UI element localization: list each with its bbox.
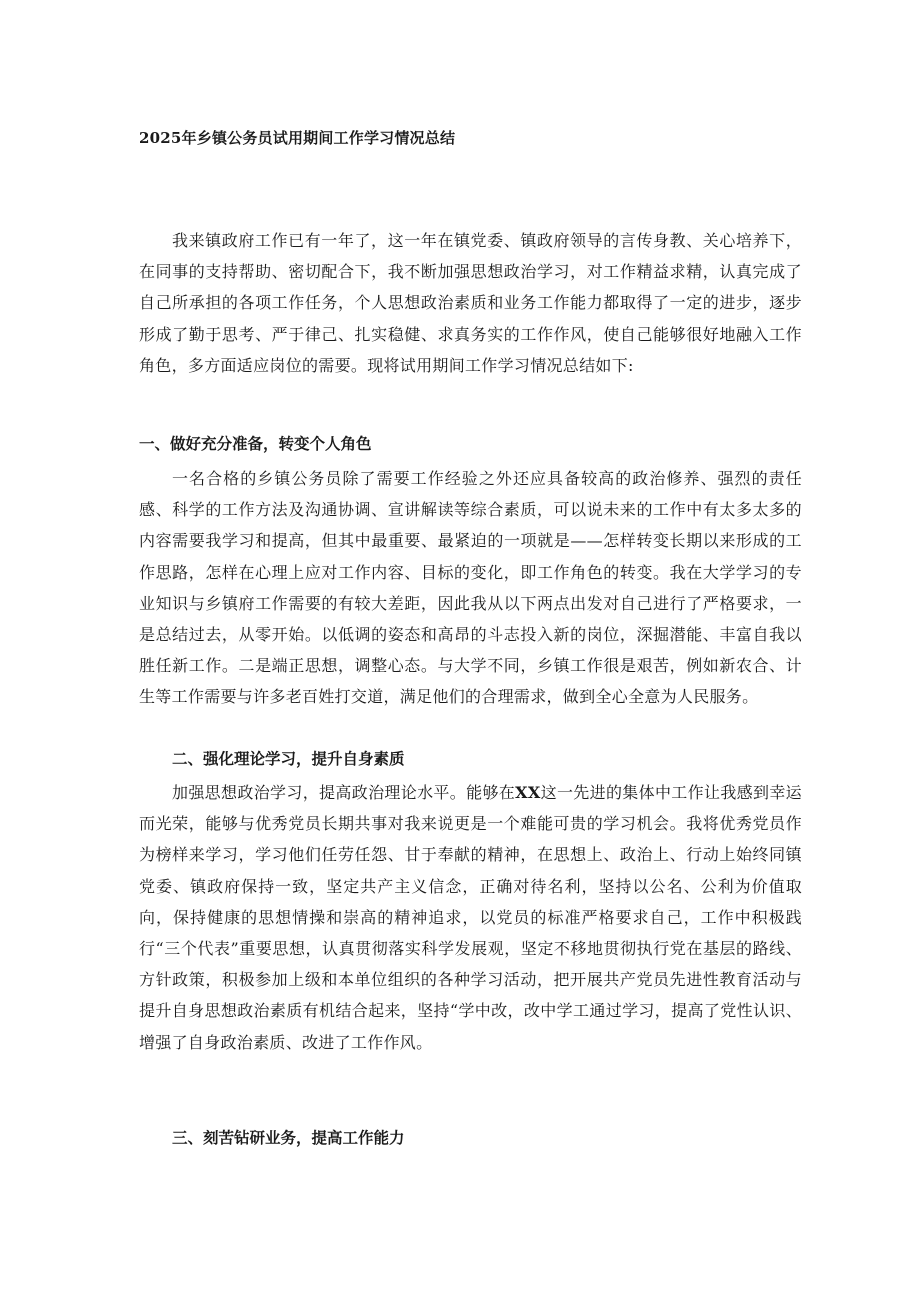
- section-2-paragraph: [139, 777, 802, 1058]
- section-1-paragraph: 一名合格的乡镇公务员除了需要工作经验之外还应具备较高的政治修养、强烈的责任感、科学的工作方法及沟通协调、宣讲解读等综合素质，可以说未来的工作中有太多太多的内容需要我学习和提高，但其中最重要、最紧迫的一项就是——怎样转变长期以来形成的工作思路，怎样在心理上应对工作内容、目标的变化，即工作角色的转变。我在大学学习的专业知识与乡镇府工作需要的有较大差距，因此我从以下两点出发对自己进行了严格要求，一是总结过去，从零开始。以低调的姿态和高昂的斗志投入新的岗位，深掘潜能、丰富自我以胜任新工作。二是端正思想，调整心态。与大学不同，乡镇工作很是艰苦，例如新农合、计生等工作需要与许多老百姓打交道，满足他们的合理需求，做到全心全意为人民服务。: [139, 469, 802, 707]
- section-2-heading: 二、强化理论学习，提升自身素质: [172, 749, 405, 768]
- section-2-text-after: 这一先进的集体中工作让我感到幸运而光荣，能够与优秀党员长期共事对我来说更是一个难能可贵的学习机会。我将优秀党员作为榜样来学习，学习他们任劳任怨、甘于奉献的精神，在思想上、政治上、行动上始终同镇党委、镇政府保持一致，坚定共产主义信念，正确对待名利，坚持以公名、公利为价值取向，保持健康的思想情操和崇高的精神追求，以党员的标准严格要求自己，工作中积极践行“三个代表”重要思想，认真贯彻落实科学发展观，坚定不移地贯彻执行党在基层的路线、方针政策，积极参加上级和本单位组织的各种学习活动，把开展共产党员先进性教育活动与提升自身思想政治素质有机结合起来，坚持“学中改，改中学工通过学习，提高了党性认识、增强了自身政治素质、改进了工作作风。: [139, 783, 802, 1052]
- intro-paragraph: 我来镇政府工作已有一年了，这一年在镇党委、镇政府领导的言传身教、关心培养下，在同事的支持帮助、密切配合下，我不断加强思想政治学习，对工作精益求精，认真完成了自己所承担的各项工作任务，个人思想政治素质和业务工作能力都取得了一定的进步，逐步形成了勤于思考、严于律己、扎实稳健、求真务实的工作作风，使自己能够很好地融入工作角色，多方面适应岗位的需要。现将试用期间工作学习情况总结如下:: [139, 231, 802, 375]
- section-2-text-before: 加强思想政治学习，提高政治理论水平。能够在: [172, 783, 516, 802]
- section-3-heading: 三、刻苦钻研业务，提高工作能力: [172, 1128, 405, 1147]
- section-2-emphasis: XX: [515, 783, 541, 802]
- section-1-heading: 一、做好充分准备，转变个人角色: [139, 434, 372, 453]
- document-title: 2025年乡镇公务员试用期间工作学习情况总结: [139, 129, 456, 147]
